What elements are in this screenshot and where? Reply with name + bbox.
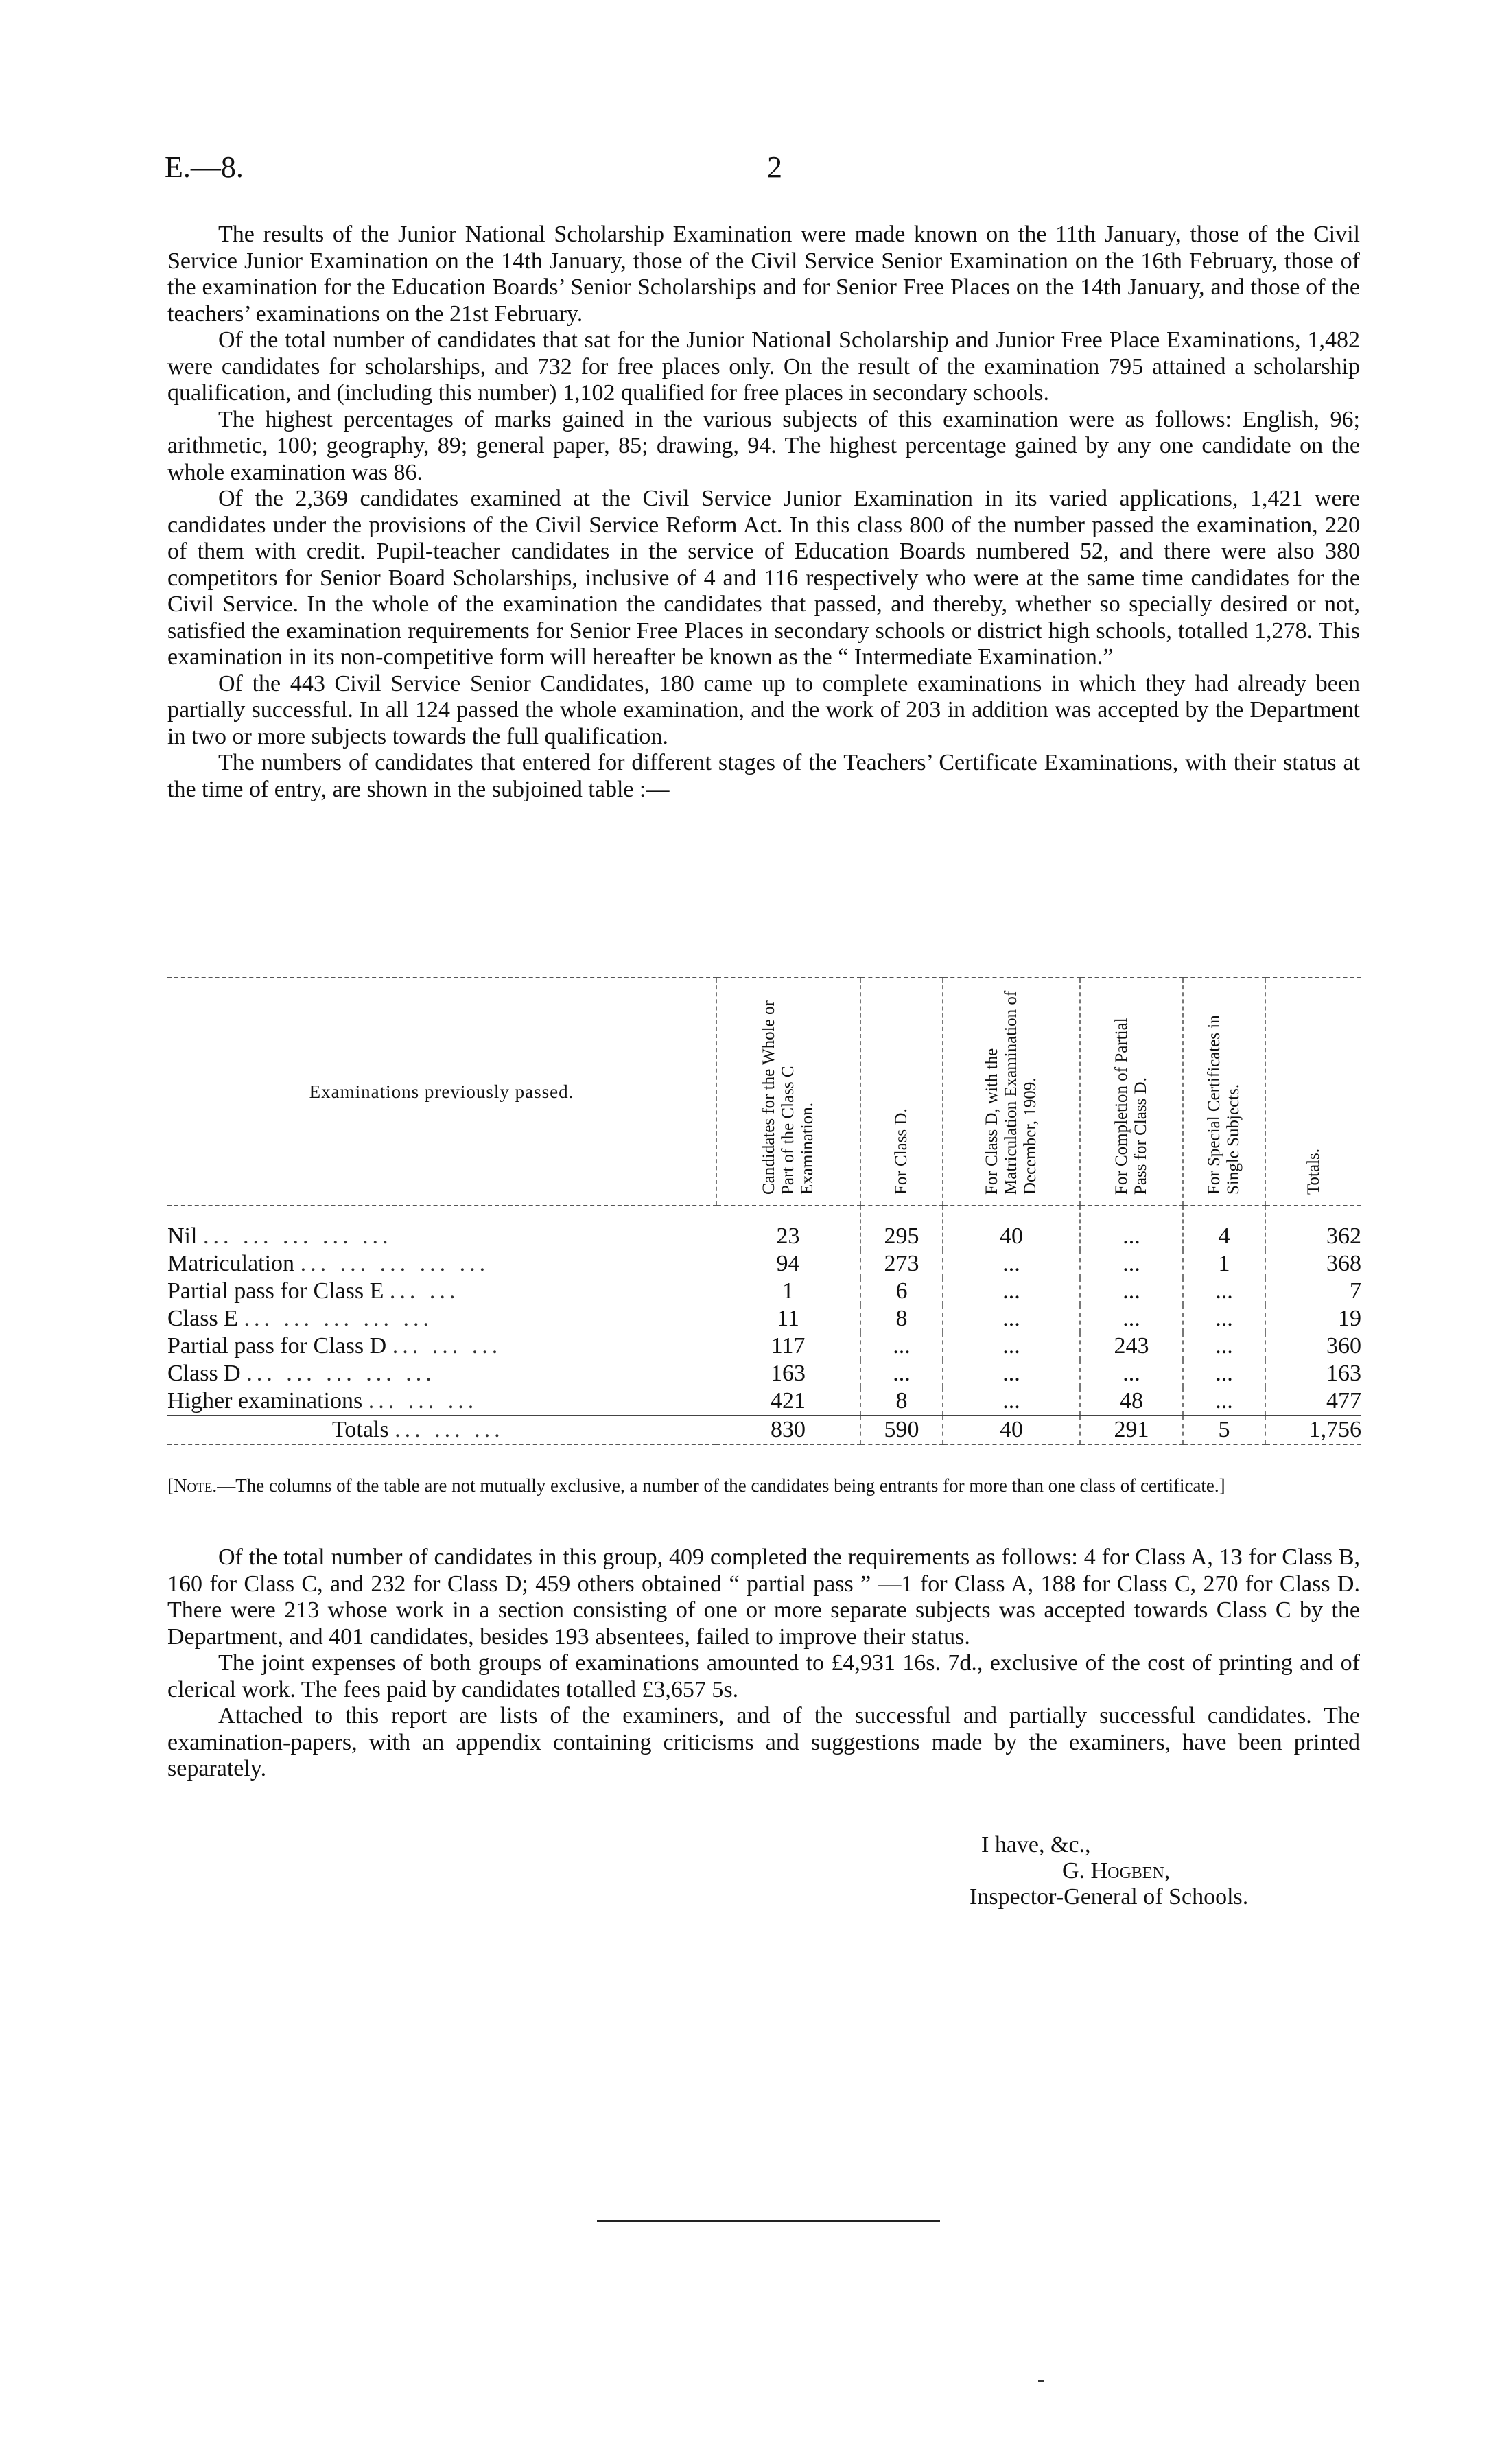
table-cell: ...	[1183, 1387, 1265, 1416]
row-label: Nil ... ... ... ... ...	[167, 1223, 392, 1249]
paragraph: Attached to this report are lists of the examiners, and of the successful and partially successful candidates. The examination-papers, with an appendix containing criticisms and suggestions made by the examiners, have been printed separately.	[167, 1703, 1360, 1781]
table-row	[167, 1250, 1361, 1278]
row-label: Partial pass for Class E ... ...	[167, 1278, 460, 1304]
table-cell: ...	[1183, 1360, 1265, 1387]
row-label: Higher examinations ... ... ...	[167, 1388, 478, 1413]
paragraph: Of the 2,369 candidates examined at the Civil Service Junior Examination in its varied applications, 1,421 were candidates under the provisions of the Civil Service Reform Act. In this class 800 of the number passed the examination, 220 of them with credit. Pupil-teacher candidates in the service of Education Boards numbered 52, and there were also 380 competitors for Senior Board Scholarships, inclusive of 4 and 116 respectively who were at the same time candidates for the Civil Service. In the whole of the examination the candidates that passed, and thereby, whether so specially desired or not, satisfied the examination requirements for Senior Free Places in secondary schools or district high schools, totalled 1,278. This examination in its non-competitive form will hereafter be known as the “ Intermediate Examination.”	[167, 486, 1360, 670]
table-cell: ...	[1080, 1360, 1183, 1387]
table-row	[167, 1387, 1361, 1416]
table-cell: 117	[771, 1333, 806, 1359]
table-row	[167, 1360, 1361, 1387]
table-cell: ...	[943, 1278, 1080, 1305]
paragraph: The results of the Junior National Scholarship Examination were made known on the 11th January, those of the Civil Service Junior Examination on the 14th January, those of the Civil Service Senior Examination on the 16th February, those of the examination for the Education Boards’ Senior Scholarships and for Senior Free Places on the 14th January, and those of the teachers’ examinations on the 21st February.	[167, 222, 1360, 327]
table-row	[167, 1333, 1361, 1360]
column-header: For Class D, with the Matriculation Examination of December, 1909.	[943, 978, 1080, 1206]
table-cell: ...	[943, 1305, 1080, 1333]
table-row	[167, 1305, 1361, 1333]
table-cell: 421	[771, 1388, 806, 1413]
column-header: For Completion of Partial Pass for Class D.	[1080, 978, 1183, 1206]
table-cell: ...	[1183, 1333, 1265, 1360]
table-cell: ...	[860, 1333, 943, 1360]
table-cell: 6	[860, 1278, 943, 1305]
table-cell: 94	[776, 1251, 800, 1276]
paragraph: Of the total number of candidates in this group, 409 completed the requirements as follows: 4 for Class A, 13 for Class B, 160 for Class C, and 232 for Class D; 459 others obtained “ partial pass ” —1 for Class A, 188 for Class C, 270 for Class D. There were 213 whose work in a section consisting of one or more separate subjects was accepted towards Class C by the Department, and 401 candidates, besides 193 absentees, failed to improve their status.	[167, 1545, 1360, 1650]
table-header-row	[167, 978, 1361, 1206]
table-cell: 48	[1080, 1387, 1183, 1416]
paragraph: Of the 443 Civil Service Senior Candidates, 180 came up to complete examinations in which they had already been partially successful. In all 124 passed the whole examination, and the work of 203 in addition was accepted by the Department in two or more subjects towards the full qualification.	[167, 670, 1360, 749]
report-reference: E.—8.	[165, 150, 244, 184]
paragraph: The joint expenses of both groups of examinations amounted to £4,931 16s. 7d., exclusive of the cost of printing and of clerical work. The fees paid by candidates totalled £3,657 5s.	[167, 1650, 1360, 1702]
table-cell: ...	[1080, 1206, 1183, 1250]
table-cell: ...	[943, 1387, 1080, 1416]
table-cell: ...	[1080, 1305, 1183, 1333]
table-cell: ...	[943, 1333, 1080, 1360]
table-cell: ...	[1183, 1305, 1265, 1333]
page-mark	[1038, 2380, 1044, 2382]
row-label: Class D ... ... ... ... ...	[167, 1361, 436, 1386]
table-cell: 1,756	[1265, 1416, 1361, 1444]
signature-closing: I have, &c.,	[981, 1832, 1091, 1857]
table-cell: 11	[777, 1306, 799, 1331]
column-header: For Class D.	[860, 978, 943, 1206]
row-label: Matriculation ... ... ... ... ...	[167, 1251, 490, 1276]
table-cell: ...	[860, 1360, 943, 1387]
table-cell: 590	[860, 1416, 943, 1444]
table-cell: 830	[716, 1416, 860, 1444]
table-row	[167, 1278, 1361, 1305]
table-cell: 19	[1265, 1305, 1361, 1333]
table-cell: 1	[1183, 1250, 1265, 1278]
column-header: Candidates for the Whole or Part of the Class C Examination.	[716, 978, 860, 1206]
end-rule	[597, 2220, 940, 2222]
table-cell: 40	[943, 1206, 1080, 1250]
table-cell: 8	[860, 1387, 943, 1416]
table-cell: 243	[1080, 1333, 1183, 1360]
table-cell: ...	[1080, 1250, 1183, 1278]
table-cell: 23	[776, 1223, 800, 1249]
table-cell: 362	[1265, 1206, 1361, 1250]
table-cell: ...	[1080, 1278, 1183, 1305]
row-label: Class E ... ... ... ... ...	[167, 1306, 433, 1331]
totals-row	[167, 1416, 1361, 1444]
table-cell: 477	[1265, 1387, 1361, 1416]
table-cell: ...	[943, 1360, 1080, 1387]
table-cell: 5	[1183, 1416, 1265, 1444]
table-cell: 40	[943, 1416, 1080, 1444]
signature-title: Inspector-General of Schools.	[970, 1884, 1249, 1910]
table-note: [Note.—The columns of the table are not mutually exclusive, a number of the candidates being entrants for more than one class of certificate.]	[167, 1475, 1225, 1496]
table-row	[167, 1206, 1361, 1250]
closing-paragraphs	[167, 1545, 1360, 1783]
column-header: Examinations previously passed.	[167, 978, 716, 1206]
table-cell: 8	[860, 1305, 943, 1333]
paragraph: Of the total number of candidates that sat for the Junior National Scholarship and Junior Free Place Examinations, 1,482 were candidates for scholarships, and 732 for free places only. On the result of the examination 795 attained a scholarship qualification, and (including this number) 1,102 qualified for free places in secondary schools.	[167, 327, 1360, 406]
column-header: Totals.	[1265, 978, 1361, 1206]
table-cell: 295	[860, 1206, 943, 1250]
table-cell: 291	[1080, 1416, 1183, 1444]
page-number: 2	[767, 150, 782, 184]
table-cell: 368	[1265, 1250, 1361, 1278]
paragraph: The highest percentages of marks gained in the various subjects of this examination were as follows: English, 96; arithmetic, 100; geography, 89; general paper, 85; drawing, 94. The highest percentage gained by any one candidate on the whole examination was 86.	[167, 406, 1360, 485]
table-cell: 273	[860, 1250, 943, 1278]
row-label: Partial pass for Class D ... ... ...	[167, 1333, 502, 1359]
table-cell: 163	[1265, 1360, 1361, 1387]
table-cell: 163	[771, 1361, 806, 1386]
table-cell: 360	[1265, 1333, 1361, 1360]
intro-paragraphs	[167, 222, 1360, 803]
table-cell: ...	[1183, 1278, 1265, 1305]
table-cell: ...	[943, 1250, 1080, 1278]
row-label: Totals ... ... ...	[167, 1416, 716, 1444]
table-cell: 1	[782, 1278, 794, 1304]
note-lead: Note.	[174, 1475, 218, 1496]
paragraph: The numbers of candidates that entered for different stages of the Teachers’ Certificate Examinations, with their status at the time of entry, are shown in the subjoined table :—	[167, 750, 1360, 802]
signature-name: G. Hogben,	[1062, 1858, 1171, 1884]
note-text: —The columns of the table are not mutually exclusive, a number of the candidates being entrants for more than one class of certificate.	[217, 1475, 1219, 1496]
teachers-certificate-table	[167, 977, 1361, 1445]
table-cell: 4	[1183, 1206, 1265, 1250]
column-header: For Special Certificates in Single Subjects.	[1183, 978, 1265, 1206]
table-cell: 7	[1265, 1278, 1361, 1305]
results-table	[167, 977, 1361, 1445]
